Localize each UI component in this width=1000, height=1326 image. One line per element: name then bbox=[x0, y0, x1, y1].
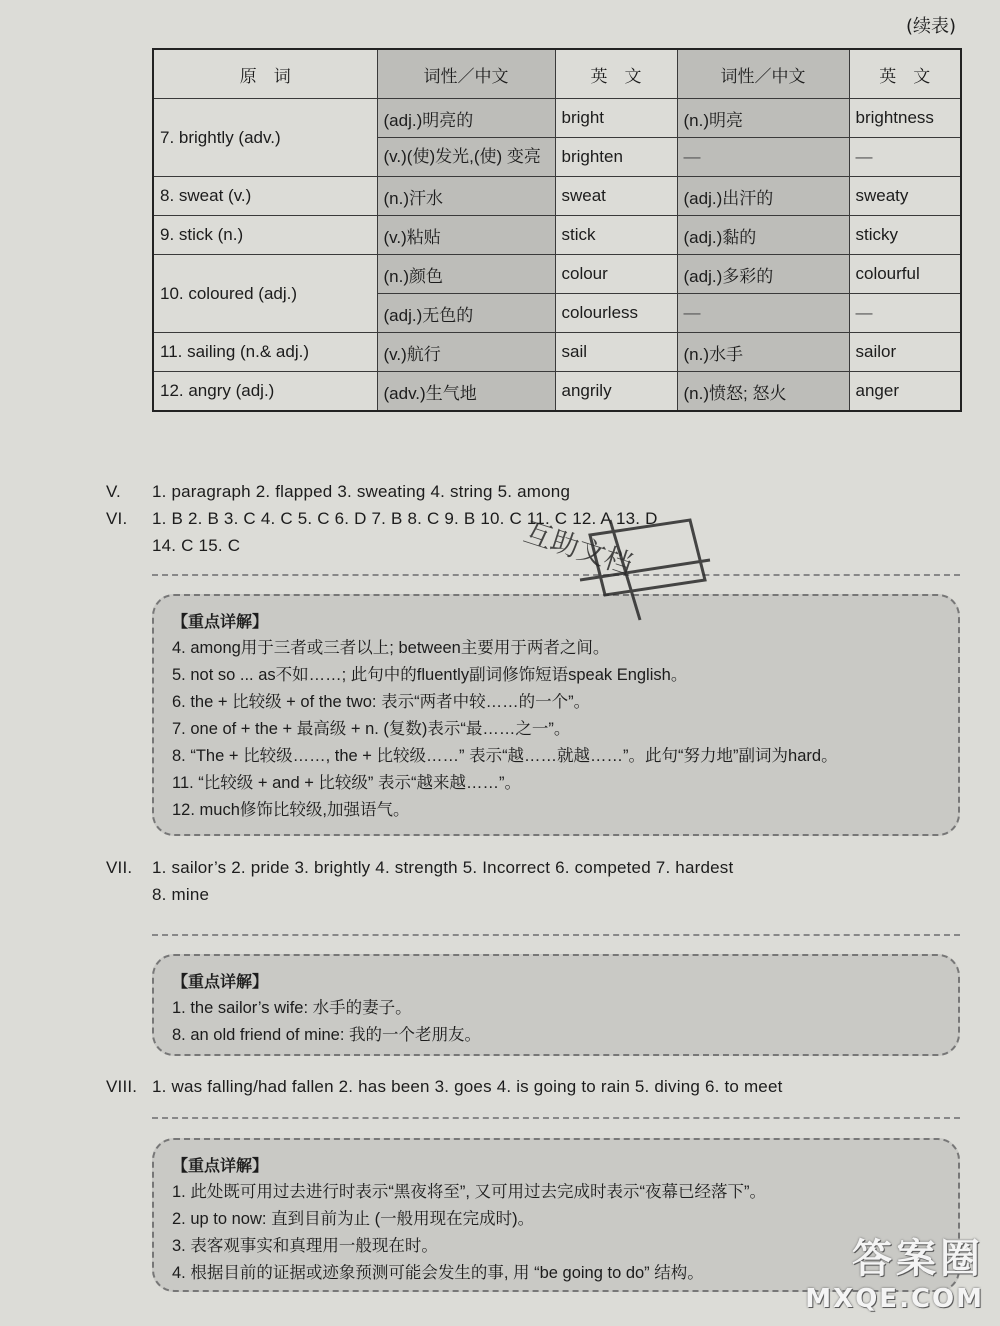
box-title: 【重点详解】 bbox=[172, 612, 269, 631]
english-cell: colour bbox=[555, 255, 677, 294]
watermark-logo-text: 答案圈 bbox=[852, 1236, 984, 1282]
explanation-line: 8. “The + 比较级……, the + 比较级……” 表示“越……就越……”。此句“努力地”副词为hard。 bbox=[172, 747, 838, 765]
pos-cell: (n.)汗水 bbox=[377, 177, 555, 216]
english-cell: sweaty bbox=[849, 177, 961, 216]
english-cell: anger bbox=[849, 372, 961, 412]
pos-cell: (adj.)黏的 bbox=[677, 216, 849, 255]
pos-cell: (v.)航行 bbox=[377, 333, 555, 372]
english-cell: bright bbox=[555, 99, 677, 138]
explanation-line: 7. one of + the + 最高级 + n. (复数)表示“最……之一”。 bbox=[172, 720, 571, 738]
pos-cell: (adj.)明亮的 bbox=[377, 99, 555, 138]
answer-text: 14. C 15. C bbox=[152, 536, 241, 555]
table-row bbox=[153, 216, 961, 255]
explanation-line: 4. 根据目前的证据或迹象预测可能会发生的事, 用 “be going to do” 结构。 bbox=[172, 1264, 704, 1282]
section-viii-answers bbox=[106, 1077, 783, 1097]
answer-text: 8. mine bbox=[152, 885, 210, 904]
table-row bbox=[153, 255, 961, 294]
pos-cell: (n.)水手 bbox=[677, 333, 849, 372]
english-cell: brightness bbox=[849, 99, 961, 138]
pos-cell: (n.)愤怒; 怒火 bbox=[677, 372, 849, 412]
explanation-line: 3. 表客观事实和真理用一般现在时。 bbox=[172, 1237, 438, 1255]
explanation-line: 4. among用于三者或三者以上; between主要用于两者之间。 bbox=[172, 639, 610, 657]
pos-cell: (adv.)生气地 bbox=[377, 372, 555, 412]
table-header-row bbox=[153, 49, 961, 99]
english-cell: angrily bbox=[555, 372, 677, 412]
english-cell: sail bbox=[555, 333, 677, 372]
english-cell: colourful bbox=[849, 255, 961, 294]
explanation-line: 5. not so ... as不如……; 此句中的fluently副词修饰短语speak English。 bbox=[172, 666, 688, 684]
original-word-cell: 9. stick (n.) bbox=[153, 216, 377, 255]
original-word-cell: 11. sailing (n.& adj.) bbox=[153, 333, 377, 372]
stamp-text: 互助文档 bbox=[520, 515, 637, 582]
original-word-cell: 12. angry (adj.) bbox=[153, 372, 377, 412]
header-original-word: 原 词 bbox=[153, 49, 377, 99]
empty-cell: — bbox=[849, 138, 961, 177]
answer-text: 1. paragraph 2. flapped 3. sweating 4. string 5. among bbox=[152, 482, 571, 501]
section-number: VIII. bbox=[106, 1077, 138, 1096]
empty-cell: — bbox=[849, 294, 961, 333]
section-vii-answers bbox=[106, 858, 733, 878]
empty-cell: — bbox=[677, 138, 849, 177]
pos-cell: (n.)颜色 bbox=[377, 255, 555, 294]
explanation-line: 1. 此处既可用过去进行时表示“黑夜将至”, 又可用过去完成时表示“夜幕已经落下”。 bbox=[172, 1183, 766, 1201]
box-title: 【重点详解】 bbox=[172, 1156, 269, 1175]
explanation-line: 2. up to now: 直到目前为止 (一般用现在完成时)。 bbox=[172, 1210, 535, 1228]
english-cell: stick bbox=[555, 216, 677, 255]
header-pos-chinese-2: 词性／中文 bbox=[677, 49, 849, 99]
section-number: VII. bbox=[106, 858, 133, 877]
dashed-divider bbox=[152, 1117, 960, 1119]
key-explanation-box bbox=[152, 954, 960, 1056]
table-row bbox=[153, 177, 961, 216]
explanation-line: 1. the sailor’s wife: 水手的妻子。 bbox=[172, 999, 412, 1017]
original-word-cell: 8. sweat (v.) bbox=[153, 177, 377, 216]
header-english: 英 文 bbox=[555, 49, 677, 99]
section-vi-answers-cont bbox=[106, 536, 240, 556]
pos-cell: (adj.)多彩的 bbox=[677, 255, 849, 294]
answer-text: 1. was falling/had fallen 2. has been 3. goes 4. is going to rain 5. diving 6. to meet bbox=[152, 1077, 783, 1096]
explanation-line: 12. much修饰比较级,加强语气。 bbox=[172, 801, 410, 819]
header-english-2: 英 文 bbox=[849, 49, 961, 99]
pos-cell: (v.)(使)发光,(使) 变亮 bbox=[377, 138, 555, 177]
stamp-logo-icon bbox=[520, 480, 720, 630]
section-number: V. bbox=[106, 482, 121, 501]
table-row bbox=[153, 99, 961, 138]
original-word-cell: 7. brightly (adv.) bbox=[153, 99, 377, 177]
english-cell: colourless bbox=[555, 294, 677, 333]
site-watermark bbox=[805, 1227, 984, 1314]
box-title: 【重点详解】 bbox=[172, 972, 269, 991]
english-cell: sticky bbox=[849, 216, 961, 255]
continued-label: (续表) bbox=[905, 16, 956, 37]
original-word-cell: 10. coloured (adj.) bbox=[153, 255, 377, 333]
empty-cell: — bbox=[677, 294, 849, 333]
answer-text: 1. sailor’s 2. pride 3. brightly 4. strength 5. Incorrect 6. competed 7. hardest bbox=[152, 858, 734, 877]
pos-cell: (adj.)出汗的 bbox=[677, 177, 849, 216]
table-row bbox=[153, 372, 961, 412]
pos-cell: (n.)明亮 bbox=[677, 99, 849, 138]
section-vii-answers-cont bbox=[106, 885, 209, 905]
english-cell: sweat bbox=[555, 177, 677, 216]
explanation-line: 8. an old friend of mine: 我的一个老朋友。 bbox=[172, 1026, 482, 1044]
key-explanation-box bbox=[152, 594, 960, 836]
section-number: VI. bbox=[106, 509, 128, 528]
header-pos-chinese: 词性／中文 bbox=[377, 49, 555, 99]
pos-cell: (adj.)无色的 bbox=[377, 294, 555, 333]
section-v-answers bbox=[106, 482, 570, 502]
table-row bbox=[153, 333, 961, 372]
pos-cell: (v.)粘贴 bbox=[377, 216, 555, 255]
dashed-divider bbox=[152, 934, 960, 936]
vocabulary-table bbox=[152, 48, 962, 412]
answer-text: 1. B 2. B 3. C 4. C 5. C 6. D 7. B 8. C 9. B 10. C 11. C 12. A 13. D bbox=[152, 509, 658, 528]
watermark-domain: MXQE.COM bbox=[805, 1284, 984, 1314]
english-cell: brighten bbox=[555, 138, 677, 177]
english-cell: sailor bbox=[849, 333, 961, 372]
explanation-line: 11. “比较级 + and + 比较级” 表示“越来越……”。 bbox=[172, 774, 521, 792]
explanation-line: 6. the + 比较级 + of the two: 表示“两者中较……的一个”。 bbox=[172, 693, 591, 711]
